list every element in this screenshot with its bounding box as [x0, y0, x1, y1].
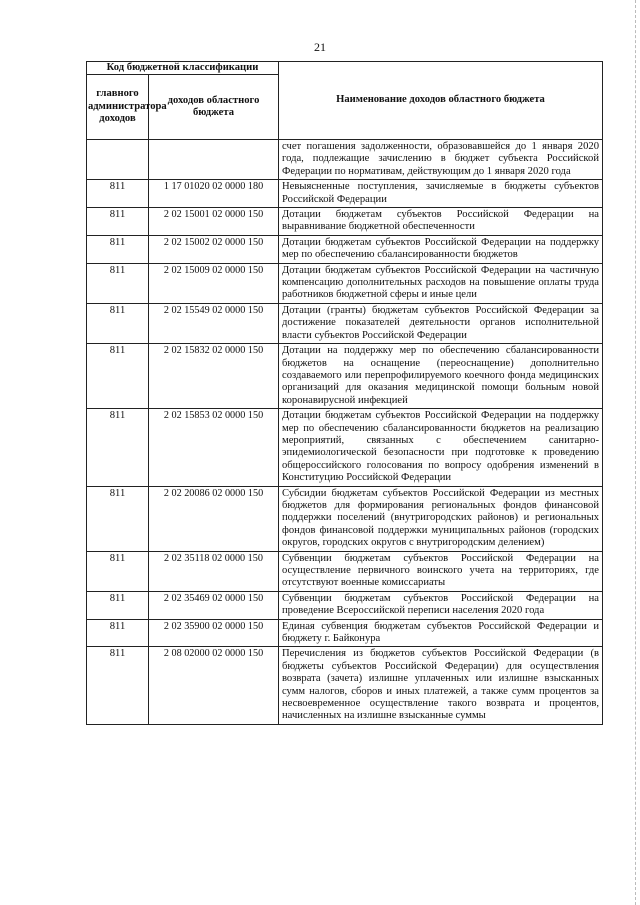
admin-code-cell: 811 [87, 208, 149, 236]
table-row [87, 303, 603, 343]
revenue-name-cell: Перечисления из бюджетов субъектов Российской Федерации (в бюджеты субъектов Российской Федерации) для осуществления возврата (зачета) излишне уплаченных или излишне взысканных сумм налогов, сборов и иных платежей, а также сумм процентов за несвоевременное осуществление такого возврата и процентов, начисленных на излишне взысканные суммы [279, 647, 603, 724]
admin-code-cell: 811 [87, 303, 149, 343]
income-code-cell: 1 17 01020 02 0000 180 [149, 180, 279, 208]
revenue-name-cell: Субсидии бюджетам субъектов Российской Федерации из местных бюджетов для формирования региональных фондов финансовой поддержки поселений (внутригородских районов) и региональных фондов финансовой поддержки муниципальных районов (городских округов, городских округов с внутригородским делением) [279, 486, 603, 551]
table-row [87, 263, 603, 303]
table-row [87, 208, 603, 236]
admin-code-cell: 811 [87, 591, 149, 619]
income-code-cell: 2 02 15009 02 0000 150 [149, 263, 279, 303]
revenue-name-cell: Дотации бюджетам субъектов Российской Федерации на поддержку мер по обеспечению сбалансированности бюджетов на реализацию мероприятий, связанных с обеспечением санитарно-эпидемиологической безопасности при подготовке к проведению общероссийского голосования по вопросу одобрения изменений в Конституцию Российской Федерации [279, 409, 603, 486]
income-code-cell: 2 02 15549 02 0000 150 [149, 303, 279, 343]
revenue-name-cell: Дотации (гранты) бюджетам субъектов Российской Федерации за достижение показателей деятельности органов исполнительной власти субъектов Российской Федерации [279, 303, 603, 343]
admin-code-cell: 811 [87, 409, 149, 486]
table-row [87, 486, 603, 551]
scan-edge [634, 0, 636, 905]
admin-code-cell: 811 [87, 344, 149, 409]
continuation-name-cell: счет погашения задолженности, образовавшейся до 1 января 2020 года, подлежащие зачислению в бюджет субъекта Российской Федерации по нормативам, действующим до 1 января 2020 года [279, 140, 603, 180]
table-row [87, 647, 603, 724]
table-row [87, 591, 603, 619]
revenue-name-cell: Дотации бюджетам субъектов Российской Федерации на частичную компенсацию дополнительных расходов на повышение оплаты труда работников бюджетной сферы и иные цели [279, 263, 603, 303]
table-row [87, 551, 603, 591]
income-code-cell: 2 02 35118 02 0000 150 [149, 551, 279, 591]
table-row [87, 180, 603, 208]
admin-code-cell: 811 [87, 235, 149, 263]
income-code-cell: 2 02 35900 02 0000 150 [149, 619, 279, 647]
revenue-name-cell: Дотации бюджетам субъектов Российской Федерации на поддержку мер по обеспечению сбалансированности бюджетов [279, 235, 603, 263]
continuation-code-cell [149, 140, 279, 180]
income-code-cell: 2 08 02000 02 0000 150 [149, 647, 279, 724]
revenue-name-cell: Субвенции бюджетам субъектов Российской Федерации на осуществление первичного воинского учета на территориях, где отсутствуют военные комиссариаты [279, 551, 603, 591]
revenue-name-cell: Дотации на поддержку мер по обеспечению сбалансированности бюджетов на оснащение (переоснащение) дополнительно создаваемого или перепрофилируемого коечного фонда медицинских организаций для оказания медицинской помощи больным новой коронавирусной инфекцией [279, 344, 603, 409]
revenue-name-cell: Дотации бюджетам субъектов Российской Федерации на выравнивание бюджетной обеспеченности [279, 208, 603, 236]
revenue-name-cell: Невыясненные поступления, зачисляемые в бюджеты субъектов Российской Федерации [279, 180, 603, 208]
income-code-cell: 2 02 20086 02 0000 150 [149, 486, 279, 551]
income-code-cell: 2 02 35469 02 0000 150 [149, 591, 279, 619]
admin-code-cell: 811 [87, 180, 149, 208]
header-group-cell: Код бюджетной классификации [87, 62, 279, 75]
budget-classification-table [86, 61, 603, 725]
header-admin-cell: главного администратора доходов [87, 75, 149, 140]
continuation-admin-cell [87, 140, 149, 180]
table-row [87, 409, 603, 486]
table-row [87, 235, 603, 263]
admin-code-cell: 811 [87, 551, 149, 591]
table-row [87, 619, 603, 647]
admin-code-cell: 811 [87, 619, 149, 647]
table-row [87, 344, 603, 409]
income-code-cell: 2 02 15832 02 0000 150 [149, 344, 279, 409]
admin-code-cell: 811 [87, 263, 149, 303]
page-number: 21 [314, 40, 326, 54]
header-income-cell: доходов областного бюджета [149, 75, 279, 140]
header-row-group [87, 62, 603, 75]
header-name-cell: Наименование доходов областного бюджета [279, 62, 603, 140]
revenue-name-cell: Единая субвенция бюджетам субъектов Российской Федерации и бюджету г. Байконура [279, 619, 603, 647]
income-code-cell: 2 02 15002 02 0000 150 [149, 235, 279, 263]
income-code-cell: 2 02 15001 02 0000 150 [149, 208, 279, 236]
income-code-cell: 2 02 15853 02 0000 150 [149, 409, 279, 486]
revenue-name-cell: Субвенции бюджетам субъектов Российской Федерации на проведение Всероссийской переписи населения 2020 года [279, 591, 603, 619]
continuation-row [87, 140, 603, 180]
admin-code-cell: 811 [87, 486, 149, 551]
admin-code-cell: 811 [87, 647, 149, 724]
